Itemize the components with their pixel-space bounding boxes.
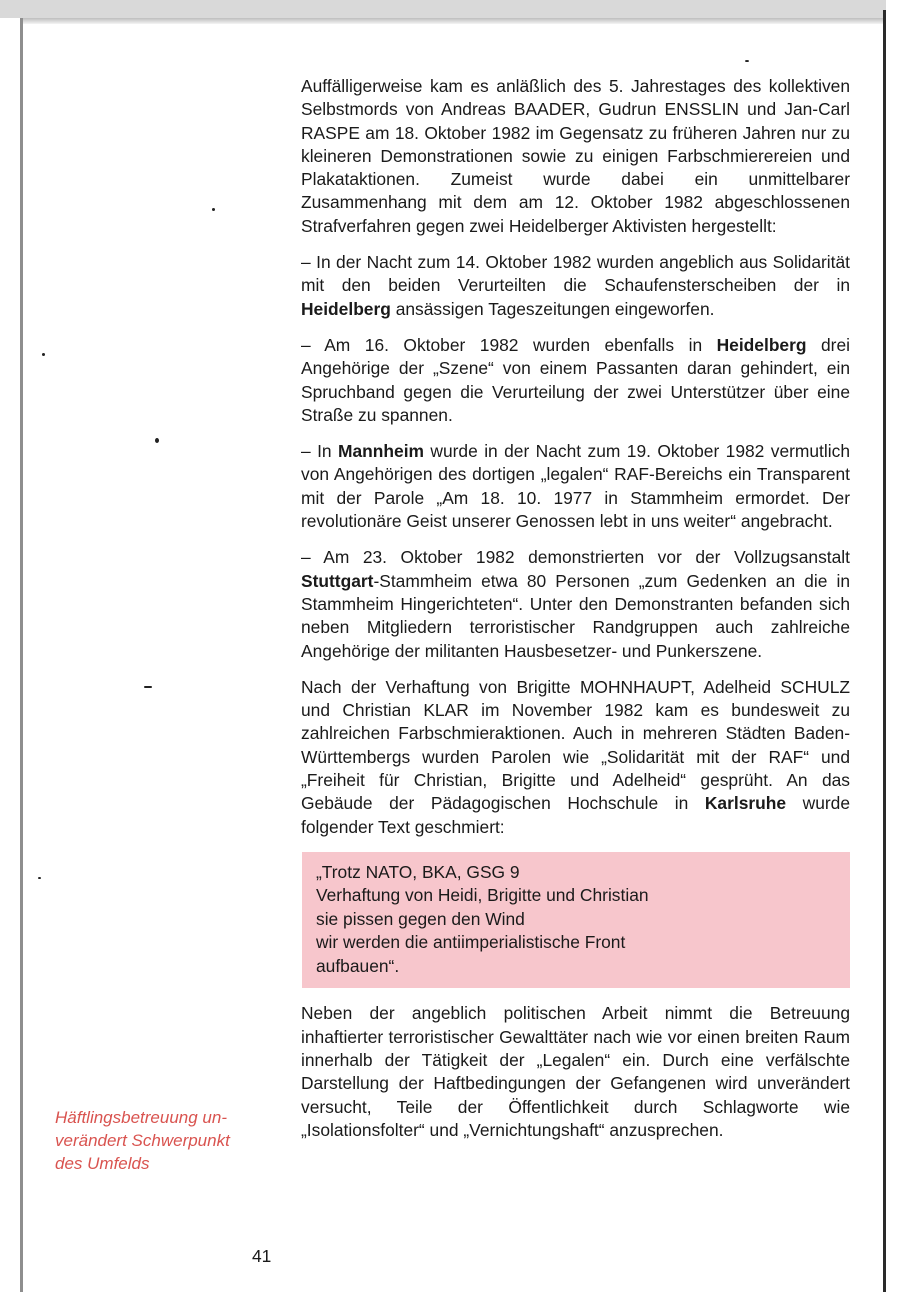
list-item-heidelberg-windows [301,251,850,321]
quote-line: Verhaftung von Heidi, Brigitte und Christian [316,885,649,906]
page-number: 41 [252,1246,272,1266]
quote-line: sie pissen gegen den Wind [316,908,525,929]
paragraph-arrests [301,676,850,839]
graffiti-quote-box [302,852,850,989]
text-run: – Am 16. Oktober 1982 wurden ebenfalls in [301,334,717,355]
scan-speck [42,353,45,356]
text-run: drei Angehörige der „Szene“ von einem Passanten daran gehindert, ein Spruchband gegen die Verurteilung der zwei Unterstützer über eine Straße zu spannen. [301,334,850,425]
place-name: Mannheim [338,441,424,462]
text-run: – In der Nacht zum 14. Oktober 1982 wurden angeblich aus Solidarität mit den beiden Verurteilten die Schaufensterscheiben der in [301,252,850,296]
place-name: Heidelberg [301,298,391,319]
quote-line: aufbauen“. [316,955,400,976]
text-run: wurde in der Nacht zum 19. Oktober 1982 vermutlich von Angehörigen des dortigen „legalen“ RAF-Bereichs ein Transparent mit der Parole „Am 18. 10. 1977 in Stammheim ermordet. Der revolutionäre Geist unserer Genossen lebt in uns weiter“ angebracht. [301,441,850,532]
list-item-mannheim-transparent [301,440,850,533]
place-name: Karlsruhe [704,793,787,814]
margin-note-line: Häftlingsbetreuung un- [55,1108,228,1127]
scan-speck [144,686,152,688]
margin-note-line: verändert Schwerpunkt [55,1131,230,1150]
quote-line: wir werden die antiimperialistische Front [316,932,626,953]
quote-line: „Trotz NATO, BKA, GSG 9 [316,861,520,882]
scan-speck [212,208,215,211]
scan-speck [155,438,159,443]
place-name: Heidelberg [716,334,807,355]
place-name: Stuttgart [301,570,374,591]
scan-speck [745,60,749,62]
text-run: ansässigen Tageszeitungen eingeworfen. [390,298,715,319]
paragraph-intro [301,75,850,238]
text-run: – In [301,441,338,462]
text-run: wurde folgender Text geschmiert: [301,793,851,837]
margin-note-line: des Umfelds [55,1154,150,1173]
text-run: Nach der Verhaftung von Brigitte MOHNHAUPT, Adelheid SCHULZ und Christian KLAR im November 1982 kam es bundesweit zu zahlreichen Farbschmieraktionen. Auch in mehreren Städten Baden-Württembergs wurden Parolen wie „Solidarität mit der RAF“ und „Freiheit für Christian, Brigitte und Adelheid“ gesprüht. An das Gebäude der Pädagogischen Hochschule in [301,676,850,814]
list-item-stuttgart-demonstration [301,546,850,662]
scan-speck [38,877,41,879]
text-run: – Am 23. Oktober 1982 demonstrierten vor der Vollzugsanstalt [301,547,850,568]
list-item-heidelberg-banner [301,334,850,427]
text-run: Auffälligerweise kam es anläßlich des 5. Jahrestages des kollektiven Selbstmords von Andreas BAADER, Gudrun ENSSLIN und Jan-Carl RASPE am 18. Oktober 1982 im Gegensatz zu früheren Jahren nur zu kleineren Demonstrationen sowie zu einigen Farbschmierereien und Plakataktionen. Zumeist wurde dabei ein unmittelbarer Zusammenhang mit dem am 12. Oktober 1982 abgeschlossenen Strafverfahren gegen zwei Heidelberger Aktivisten hergestellt: [301,76,850,236]
main-text-column [301,75,850,1155]
scan-right-margin [886,0,900,1292]
scan-top-edge [0,0,890,18]
paragraph-prisoner-support: Neben der angeblich politischen Arbeit nimmt die Betreuung inhaftierter terroristischer Gewalttäter nach wie vor einen breiten Raum innerhalb der Tätigkeit der „Legalen“ ein. Durch eine verfälschte Darstellung der Haftbedingungen der Gefangenen wird unverändert versucht, Teile der Öffentlichkeit durch Schlagworte wie „Isolationsfolter“ und „Vernichtungshaft“ anzusprechen. [301,1003,850,1140]
text-run: -Stammheim etwa 80 Personen „zum Gedenken an die in Stammheim Hingerichteten“. Unter den Demonstranten befanden sich neben Mitgliedern terroristischer Randgruppen auch zahlreiche Angehörige der militanten Hausbesetzer- und Punkerszene. [301,570,850,661]
margin-note [55,1106,270,1175]
